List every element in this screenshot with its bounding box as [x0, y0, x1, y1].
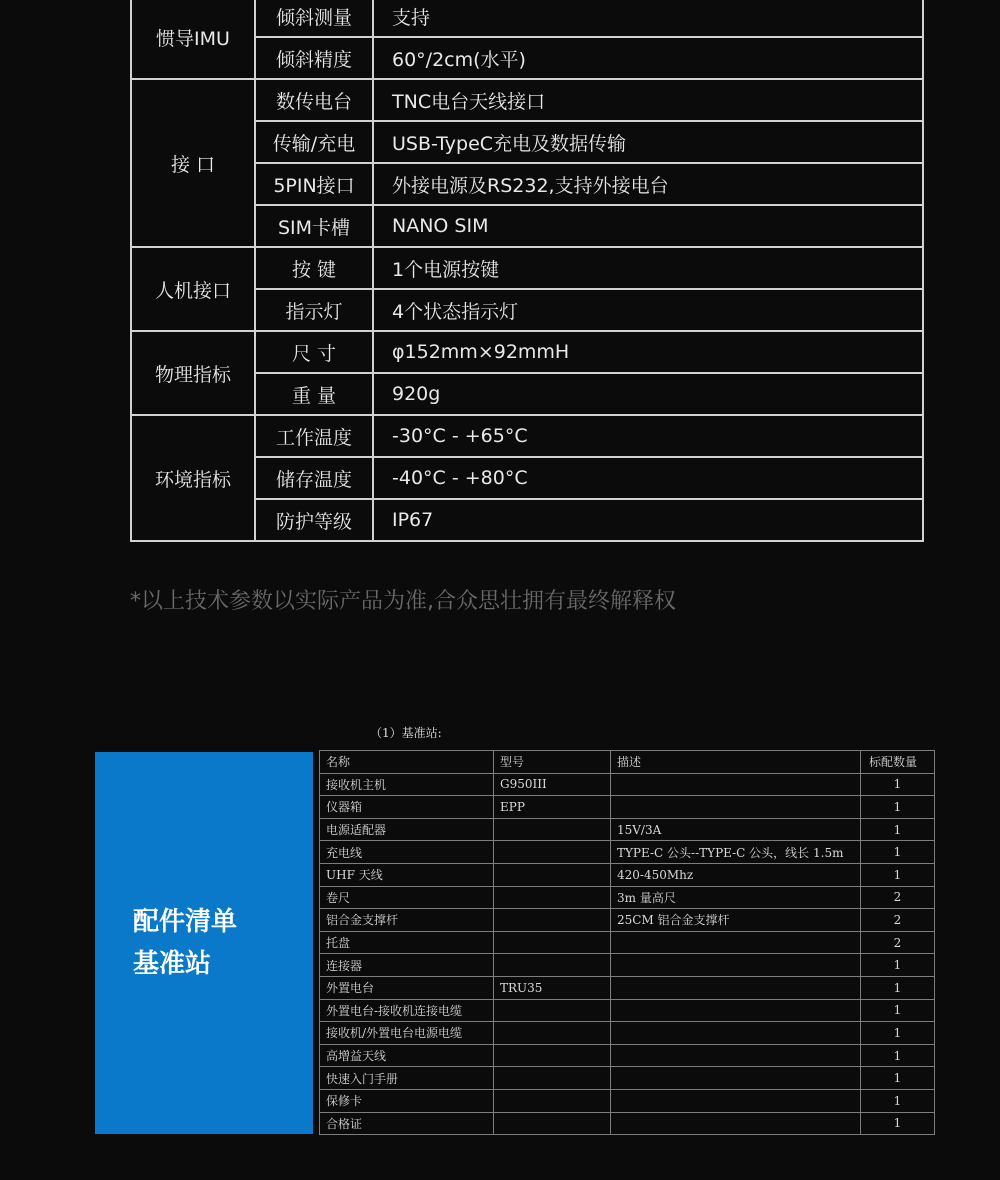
- accessory-name: 充电线: [320, 841, 494, 864]
- accessory-model: [494, 954, 611, 977]
- spec-footnote: *以上技术参数以实际产品为准,合众思壮拥有最终解释权: [130, 589, 676, 614]
- spec-row: [131, 79, 923, 121]
- spec-value: 1个电源按键: [373, 247, 923, 289]
- accessory-model: [494, 886, 611, 909]
- spec-value: 60°/2cm(水平): [373, 37, 923, 79]
- spec-item: 倾斜测量: [255, 0, 373, 37]
- spec-item: 指示灯: [255, 289, 373, 331]
- accessory-quantity: 2: [861, 931, 935, 954]
- accessory-quantity: 1: [861, 999, 935, 1022]
- spec-value: NANO SIM: [373, 205, 923, 247]
- accessory-model: G950III: [494, 773, 611, 796]
- accessory-quantity: 1: [861, 841, 935, 864]
- accessory-description: [611, 1067, 861, 1090]
- accessory-model: TRU35: [494, 976, 611, 999]
- table-row: [320, 999, 935, 1022]
- spec-item: 传输/充电: [255, 121, 373, 163]
- spec-item: 工作温度: [255, 415, 373, 457]
- table-row: [320, 1067, 935, 1090]
- accessory-quantity: 1: [861, 976, 935, 999]
- table-row: [320, 773, 935, 796]
- spec-row: [131, 247, 923, 289]
- table-row: [320, 909, 935, 932]
- accessory-quantity: 2: [861, 886, 935, 909]
- accessory-quantity: 1: [861, 863, 935, 886]
- accessory-name: 外置电台-接收机连接电缆: [320, 999, 494, 1022]
- accessory-model: [494, 1067, 611, 1090]
- accessory-description: [611, 1044, 861, 1067]
- accessory-model: [494, 909, 611, 932]
- accessory-quantity: 1: [861, 1044, 935, 1067]
- table-row: [320, 796, 935, 819]
- spec-item: 按 键: [255, 247, 373, 289]
- accessory-quantity: 1: [861, 796, 935, 819]
- spec-table: [130, 0, 924, 542]
- accessory-name: 连接器: [320, 954, 494, 977]
- table-row: [320, 841, 935, 864]
- accessory-description: [611, 773, 861, 796]
- spec-value: IP67: [373, 499, 923, 541]
- accessory-quantity: 1: [861, 1022, 935, 1045]
- accessories-header-row: [320, 751, 935, 774]
- header-name: 名称: [320, 751, 494, 774]
- spec-category: 环境指标: [131, 415, 255, 541]
- spec-value: 920g: [373, 373, 923, 415]
- accessory-name: 接收机主机: [320, 773, 494, 796]
- accessory-model: [494, 841, 611, 864]
- accessory-model: [494, 1044, 611, 1067]
- accessory-quantity: 1: [861, 1067, 935, 1090]
- table-row: [320, 954, 935, 977]
- table-row: [320, 886, 935, 909]
- panel-title-line2: 基准站: [133, 949, 212, 979]
- spec-value: φ152mm×92mmH: [373, 331, 923, 373]
- accessory-description: 420-450Mhz: [611, 863, 861, 886]
- spec-item: 数传电台: [255, 79, 373, 121]
- accessory-description: 25CM 铝合金支撑杆: [611, 909, 861, 932]
- spec-category: 接 口: [131, 79, 255, 247]
- table-row: [320, 976, 935, 999]
- accessories-title-panel: [95, 752, 313, 1134]
- table-row: [320, 863, 935, 886]
- accessories-caption: （1）基准站:: [370, 726, 442, 740]
- spec-item: 5PIN接口: [255, 163, 373, 205]
- spec-category: 人机接口: [131, 247, 255, 331]
- accessory-name: 合格证: [320, 1112, 494, 1135]
- spec-value: 支持: [373, 0, 923, 37]
- accessory-name: 卷尺: [320, 886, 494, 909]
- table-row: [320, 1022, 935, 1045]
- accessory-description: [611, 976, 861, 999]
- spec-row: [131, 0, 923, 37]
- accessory-name: 快速入门手册: [320, 1067, 494, 1090]
- spec-value: 4个状态指示灯: [373, 289, 923, 331]
- spec-row: [131, 415, 923, 457]
- header-model: 型号: [494, 751, 611, 774]
- accessory-description: [611, 999, 861, 1022]
- accessory-description: 3m 量高尺: [611, 886, 861, 909]
- accessory-model: EPP: [494, 796, 611, 819]
- accessory-quantity: 1: [861, 773, 935, 796]
- accessory-quantity: 1: [861, 818, 935, 841]
- accessory-description: [611, 1022, 861, 1045]
- accessory-description: TYPE-C 公头--TYPE-C 公头，线长 1.5m: [611, 841, 861, 864]
- accessory-name: 保修卡: [320, 1089, 494, 1112]
- accessory-name: 铝合金支撑杆: [320, 909, 494, 932]
- header-quantity: 标配数量: [861, 751, 935, 774]
- accessory-name: 托盘: [320, 931, 494, 954]
- spec-row: [131, 331, 923, 373]
- accessories-table: [319, 750, 935, 1135]
- accessories-table-body: [320, 773, 935, 1135]
- spec-table-body: [131, 0, 923, 541]
- accessory-model: [494, 931, 611, 954]
- spec-value: -30°C - +65°C: [373, 415, 923, 457]
- accessory-name: 电源适配器: [320, 818, 494, 841]
- spec-item: 防护等级: [255, 499, 373, 541]
- accessory-description: [611, 1112, 861, 1135]
- accessory-description: [611, 954, 861, 977]
- header-description: 描述: [611, 751, 861, 774]
- accessory-name: UHF 天线: [320, 863, 494, 886]
- accessory-name: 接收机/外置电台电源电缆: [320, 1022, 494, 1045]
- accessory-description: 15V/3A: [611, 818, 861, 841]
- spec-category: 物理指标: [131, 331, 255, 415]
- spec-value: TNC电台天线接口: [373, 79, 923, 121]
- accessory-model: [494, 1112, 611, 1135]
- table-row: [320, 818, 935, 841]
- table-row: [320, 1044, 935, 1067]
- spec-item: 倾斜精度: [255, 37, 373, 79]
- table-row: [320, 931, 935, 954]
- accessory-description: [611, 796, 861, 819]
- spec-item: 尺 寸: [255, 331, 373, 373]
- accessory-name: 高增益天线: [320, 1044, 494, 1067]
- accessory-quantity: 1: [861, 954, 935, 977]
- accessory-quantity: 2: [861, 909, 935, 932]
- accessory-description: [611, 931, 861, 954]
- spec-item: SIM卡槽: [255, 205, 373, 247]
- spec-category: 惯导IMU: [131, 0, 255, 79]
- accessory-name: 仪器箱: [320, 796, 494, 819]
- table-row: [320, 1089, 935, 1112]
- accessory-model: [494, 863, 611, 886]
- accessory-name: 外置电台: [320, 976, 494, 999]
- accessory-description: [611, 1089, 861, 1112]
- spec-value: USB-TypeC充电及数据传输: [373, 121, 923, 163]
- accessory-quantity: 1: [861, 1089, 935, 1112]
- panel-title-line1: 配件清单: [133, 907, 238, 937]
- accessory-model: [494, 1022, 611, 1045]
- spec-value: -40°C - +80°C: [373, 457, 923, 499]
- accessory-model: [494, 1089, 611, 1112]
- accessory-quantity: 1: [861, 1112, 935, 1135]
- accessory-model: [494, 818, 611, 841]
- spec-item: 储存温度: [255, 457, 373, 499]
- spec-item: 重 量: [255, 373, 373, 415]
- spec-value: 外接电源及RS232,支持外接电台: [373, 163, 923, 205]
- accessory-model: [494, 999, 611, 1022]
- table-row: [320, 1112, 935, 1135]
